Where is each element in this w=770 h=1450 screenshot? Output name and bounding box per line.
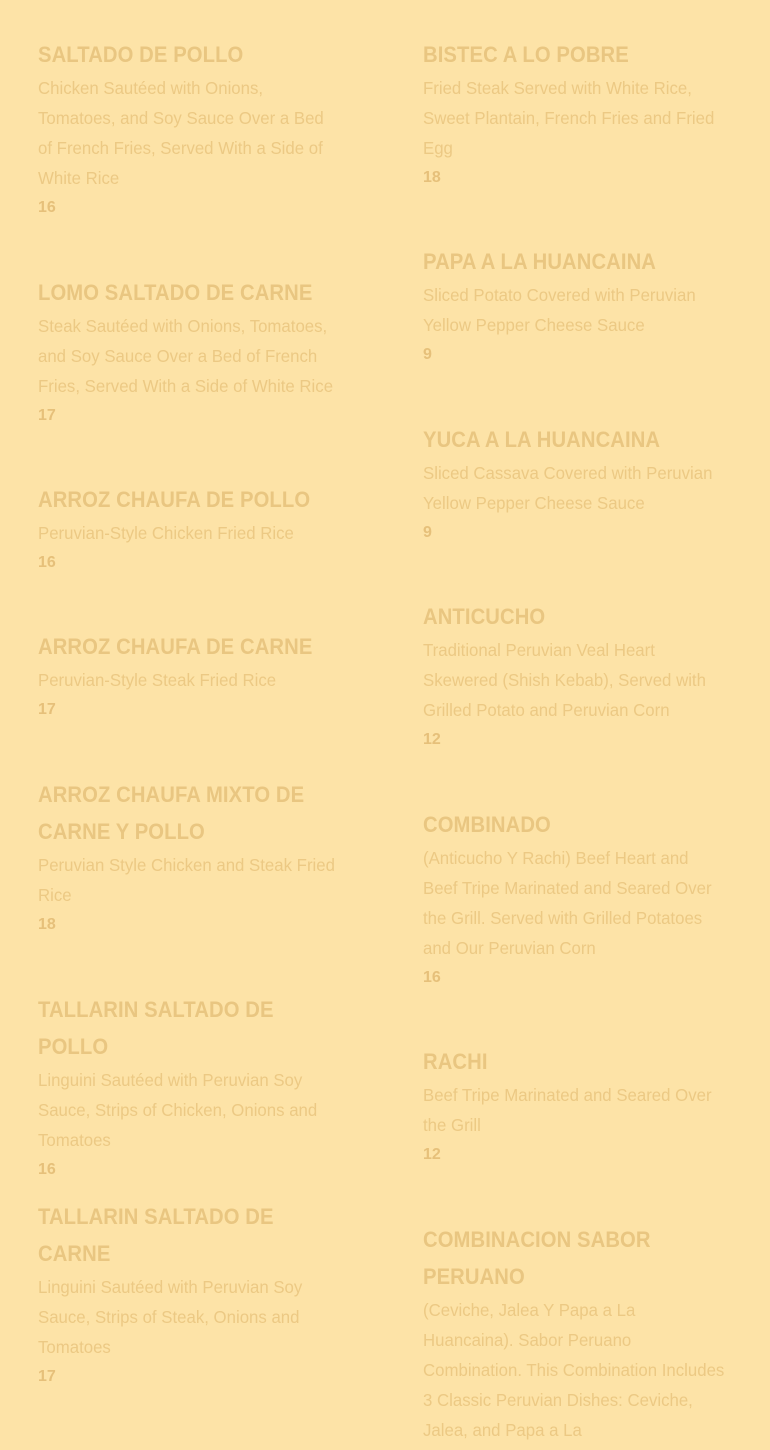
menu-item-price: 17 xyxy=(38,1368,56,1385)
menu-item-price: 16 xyxy=(38,1161,56,1178)
menu-item-price: 17 xyxy=(38,701,56,718)
menu-item-papa-a-la-huancaina xyxy=(423,243,738,370)
menu-item-combinado xyxy=(423,806,738,993)
menu-item-title: COMBINACION SABOR PERUANO xyxy=(423,1227,651,1289)
menu-item-price: 12 xyxy=(423,731,441,748)
menu-item-arroz-chaufa-de-carne xyxy=(38,628,353,725)
menu-item-tallarin-saltado-de-pollo xyxy=(38,991,353,1185)
menu-item-description: Beef Tripe Marinated and Seared Over the Grill xyxy=(423,1085,712,1135)
menu-item-rachi xyxy=(423,1043,738,1170)
menu-item-saltado-de-pollo xyxy=(38,36,353,223)
menu-item-description: Fried Steak Served with White Rice, Sweet Plantain, French Fries and Fried Egg xyxy=(423,78,715,158)
menu-item-lomo-saltado-de-carne xyxy=(38,274,353,431)
menu-item-arroz-chaufa-mixto xyxy=(38,776,353,940)
menu-item-description: Sliced Potato Covered with Peruvian Yellow Pepper Cheese Sauce xyxy=(423,285,696,335)
menu-item-description: (Anticucho Y Rachi) Beef Heart and Beef Tripe Marinated and Seared Over the Grill. Served with Grilled Potatoes and Our Peruvian Corn xyxy=(423,848,712,958)
menu-item-arroz-chaufa-de-pollo xyxy=(38,481,353,578)
menu-item-description: Steak Sautéed with Onions, Tomatoes, and Soy Sauce Over a Bed of French Fries, Served With a Side of White Rice xyxy=(38,316,334,396)
menu-item-description: Linguini Sautéed with Peruvian Soy Sauce, Strips of Steak, Onions and Tomatoes xyxy=(38,1277,303,1357)
menu-item-title: SALTADO DE POLLO xyxy=(38,42,244,67)
menu-item-title: ANTICUCHO xyxy=(423,604,546,629)
menu-item-anticucho xyxy=(423,598,738,755)
menu-item-description: Chicken Sautéed with Onions, Tomatoes, and Soy Sauce Over a Bed of French Fries, Served With a Side of White Rice xyxy=(38,78,324,188)
menu-item-yuca-a-la-huancaina xyxy=(423,421,738,548)
menu-item-title: LOMO SALTADO DE CARNE xyxy=(38,280,313,305)
menu-item-price: 9 xyxy=(423,524,432,541)
menu-item-price: 16 xyxy=(38,199,56,216)
menu-item-title: ARROZ CHAUFA DE CARNE xyxy=(38,634,313,659)
menu-item-title: COMBINADO xyxy=(423,812,551,837)
menu-item-title: ARROZ CHAUFA DE POLLO xyxy=(38,487,311,512)
menu-item-title: YUCA A LA HUANCAINA xyxy=(423,427,661,452)
menu-item-description: Peruvian-Style Steak Fried Rice xyxy=(38,670,277,690)
menu-item-price: 16 xyxy=(38,554,56,571)
menu-item-price: 12 xyxy=(423,1146,441,1163)
menu-item-description: Linguini Sautéed with Peruvian Soy Sauce, Strips of Chicken, Onions and Tomatoes xyxy=(38,1070,318,1150)
menu-item-price: 18 xyxy=(423,169,441,186)
menu-item-bistec-a-lo-pobre xyxy=(423,36,738,193)
menu-item-description: Peruvian Style Chicken and Steak Fried Rice xyxy=(38,855,335,905)
menu-item-title: BISTEC A LO POBRE xyxy=(423,42,629,67)
menu-item-title: TALLARIN SALTADO DE CARNE xyxy=(38,1204,274,1266)
menu-item-title: ARROZ CHAUFA MIXTO DE CARNE Y POLLO xyxy=(38,782,305,844)
menu-item-title: RACHI xyxy=(423,1049,488,1074)
menu-item-description: Peruvian-Style Chicken Fried Rice xyxy=(38,523,294,543)
menu-item-price: 9 xyxy=(423,346,432,363)
menu-item-description: Traditional Peruvian Veal Heart Skewered (Shish Kebab), Served with Grilled Potato and Peruvian Corn xyxy=(423,640,706,720)
menu-item-description: (Ceviche, Jalea Y Papa a La Huancaina). Sabor Peruano Combination. This Combination Includes 3 Classic Peruvian Dishes: Ceviche, Jalea, and Papa a La xyxy=(423,1300,725,1440)
menu-item-title: PAPA A LA HUANCAINA xyxy=(423,249,657,274)
menu-item-combinacion-sabor-peruano xyxy=(423,1221,738,1445)
menu-item-title: TALLARIN SALTADO DE POLLO xyxy=(38,997,274,1059)
menu-item-description: Sliced Cassava Covered with Peruvian Yellow Pepper Cheese Sauce xyxy=(423,463,713,513)
menu-item-price: 16 xyxy=(423,969,441,986)
menu-item-price: 18 xyxy=(38,916,56,933)
menu-item-price: 17 xyxy=(38,407,56,424)
menu-item-tallarin-saltado-de-carne xyxy=(38,1198,353,1392)
